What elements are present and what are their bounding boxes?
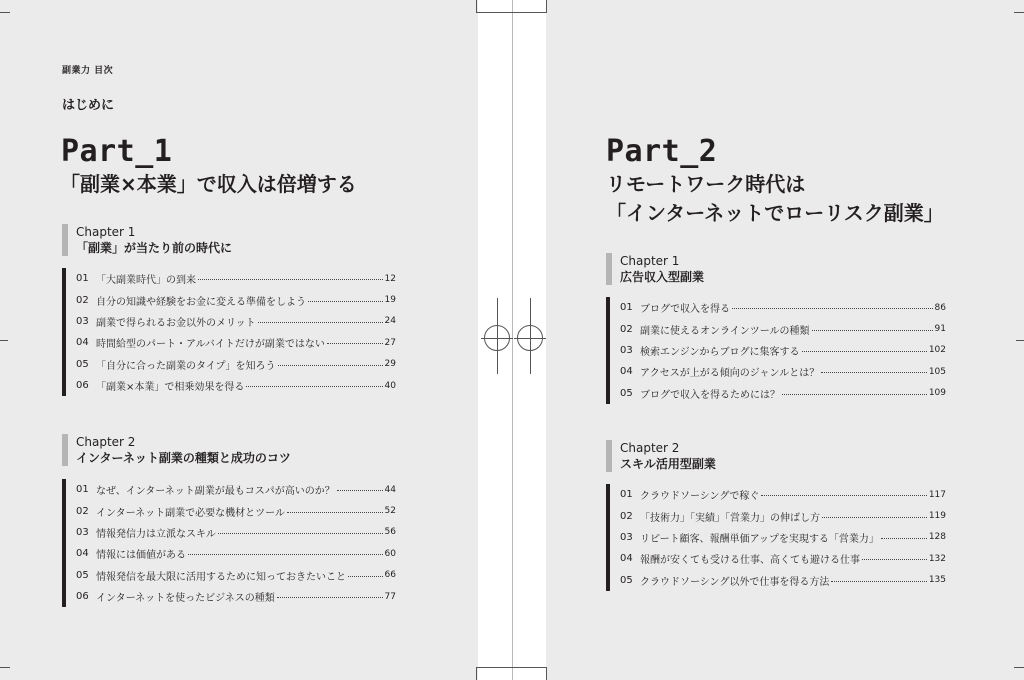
entry-number: 01 — [76, 484, 89, 496]
part-label: Part_1 — [61, 134, 173, 169]
entry-number: 04 — [76, 548, 89, 560]
entry-title: リピート顧客、報酬単価アップを実現する「営業力」 — [640, 533, 879, 545]
dot-leader — [337, 490, 383, 491]
dot-leader — [732, 308, 933, 309]
chapter-heading — [62, 434, 406, 466]
part-title-line: リモートワーク時代は — [606, 172, 806, 196]
toc-entry[interactable] — [620, 548, 946, 569]
dot-leader — [812, 330, 933, 331]
chapter-number: Chapter 1 — [76, 225, 136, 239]
dot-leader — [782, 394, 927, 395]
entry-number: 02 — [620, 510, 633, 522]
toc-list — [62, 268, 396, 396]
entry-title: 報酬が安くても受ける仕事、高くても避ける仕事 — [640, 555, 860, 567]
crop-mark — [476, 0, 477, 12]
chapter-number: Chapter 2 — [76, 435, 136, 449]
toc-list — [606, 484, 946, 591]
page-number: 29 — [384, 359, 396, 370]
crop-mark — [476, 12, 514, 13]
toc-entry[interactable] — [76, 500, 396, 521]
toc-entry[interactable] — [76, 311, 396, 332]
entry-title: なぜ、インターネット副業が最もコスパが高いのか？ — [96, 486, 335, 498]
entry-number: 04 — [620, 553, 633, 565]
chapter-title: 「副業」が当たり前の時代に — [76, 241, 233, 255]
entry-number: 05 — [76, 358, 89, 370]
entry-number: 01 — [620, 489, 633, 501]
dot-leader — [327, 343, 383, 344]
entry-number: 03 — [620, 531, 633, 543]
page-number: 105 — [928, 366, 946, 377]
chapter-title: インターネット副業の種類と成功のコツ — [76, 451, 291, 465]
page-number: 40 — [384, 380, 396, 391]
entry-title: アクセスが上がる傾向のジャンルとは？ — [640, 368, 820, 380]
entry-title: インターネットを使ったビジネスの種類 — [96, 593, 275, 605]
toc-entry[interactable] — [620, 484, 946, 505]
toc-list — [606, 297, 946, 404]
toc-list — [62, 479, 396, 607]
page-number: 44 — [384, 484, 396, 495]
dot-leader — [862, 559, 927, 560]
toc-entry[interactable] — [620, 340, 946, 361]
crop-mark — [514, 12, 547, 13]
dot-leader — [821, 372, 927, 373]
toc-entry[interactable] — [620, 297, 946, 318]
entry-number: 03 — [76, 526, 89, 538]
entry-title: 「自分に合った副業のタイプ」を知ろう — [96, 360, 276, 372]
toc-entry[interactable] — [620, 505, 946, 526]
crop-mark — [476, 668, 477, 680]
page-number: 77 — [384, 591, 396, 602]
dot-leader — [258, 322, 383, 323]
page-number: 52 — [384, 506, 396, 517]
page-number: 86 — [934, 302, 946, 313]
dot-leader — [188, 554, 383, 555]
page-number: 117 — [928, 489, 946, 500]
dot-leader — [277, 597, 383, 598]
entry-title: ブログで収入を得るためには？ — [640, 389, 780, 401]
crop-mark — [546, 0, 547, 12]
crop-mark — [1014, 12, 1024, 13]
toc-entry[interactable] — [620, 570, 946, 591]
chapter-heading — [606, 440, 950, 472]
toc-entry[interactable] — [76, 586, 396, 607]
toc-entry[interactable] — [620, 383, 946, 404]
page-number: 19 — [384, 295, 396, 306]
dot-leader — [802, 351, 927, 352]
toc-entry[interactable] — [76, 522, 396, 543]
entry-number: 03 — [620, 344, 633, 356]
running-header: 副業力 目次 — [62, 66, 114, 76]
crop-mark — [1014, 667, 1024, 668]
dot-leader — [831, 581, 926, 582]
page-number: 56 — [384, 527, 396, 538]
page-number: 27 — [384, 337, 396, 348]
toc-entry[interactable] — [76, 289, 396, 310]
crop-mark — [0, 12, 10, 13]
page-number: 102 — [928, 345, 946, 356]
page-number: 12 — [384, 273, 396, 284]
chapter-heading — [62, 224, 406, 256]
toc-entry[interactable] — [620, 527, 946, 548]
crop-mark — [1016, 340, 1024, 341]
dot-leader — [287, 512, 383, 513]
crop-mark — [476, 667, 514, 668]
crop-mark — [546, 668, 547, 680]
entry-number: 01 — [76, 273, 89, 285]
entry-title: 副業で得られるお金以外のメリット — [96, 317, 256, 329]
page-number: 119 — [928, 511, 946, 522]
entry-title: 情報には価値がある — [96, 550, 186, 562]
toc-entry[interactable] — [620, 361, 946, 382]
page-number: 60 — [384, 548, 396, 559]
toc-entry[interactable] — [620, 318, 946, 339]
entry-title: 「副業×本業」で相乗効果を得る — [96, 382, 245, 394]
part-title-line: 「インターネットでローリスク副業」 — [606, 201, 944, 225]
entry-number: 03 — [76, 315, 89, 327]
chapter-title: 広告収入型副業 — [620, 270, 705, 284]
entry-title: 時間給型のパート・アルバイトだけが副業ではない — [96, 339, 325, 351]
toc-entry[interactable] — [76, 565, 396, 586]
entry-number: 02 — [76, 505, 89, 517]
part-title-line: 「副業×本業」で収入は倍増する — [60, 172, 357, 196]
dot-leader — [881, 538, 927, 539]
registration-mark — [484, 325, 510, 351]
dot-leader — [308, 301, 383, 302]
entry-title: 「技術力」「実績」「営業力」の伸ばし方 — [640, 512, 820, 524]
part-label: Part_2 — [606, 134, 718, 169]
toc-entry[interactable] — [76, 543, 396, 564]
entry-title: クラウドソーシングで稼ぐ — [640, 491, 760, 503]
chapter-title: スキル活用型副業 — [620, 457, 716, 471]
entry-title: 検索エンジンからブログに集客する — [640, 346, 800, 358]
entry-title: 情報発信力は立派なスキル — [96, 528, 216, 540]
entry-title: インターネット副業で必要な機材とツール — [96, 507, 285, 519]
part-title — [606, 170, 944, 228]
part-title — [60, 170, 357, 199]
toc-entry[interactable] — [76, 479, 396, 500]
page-number: 109 — [928, 388, 946, 399]
page-number: 24 — [384, 316, 396, 327]
entry-title: 「大副業時代」の到来 — [96, 275, 196, 287]
registration-mark — [517, 325, 543, 351]
entry-title: 副業に使えるオンラインツールの種類 — [640, 325, 810, 337]
crop-mark — [0, 340, 8, 341]
entry-number: 04 — [620, 366, 633, 378]
chapter-number: Chapter 2 — [620, 441, 680, 455]
crop-mark — [0, 667, 10, 668]
entry-title: クラウドソーシング以外で仕事を得る方法 — [640, 576, 830, 588]
dot-leader — [278, 365, 383, 366]
entry-number: 04 — [76, 337, 89, 349]
entry-number: 05 — [76, 569, 89, 581]
center-trim-line — [512, 0, 513, 680]
dot-leader — [246, 386, 382, 387]
entry-number: 02 — [76, 294, 89, 306]
entry-title: ブログで収入を得る — [640, 304, 730, 316]
intro-heading: はじめに — [62, 98, 115, 113]
entry-title: 情報発信を最大限に活用するために知っておきたいこと — [96, 571, 346, 583]
entry-number: 02 — [620, 323, 633, 335]
toc-entry[interactable] — [76, 332, 396, 353]
toc-entry[interactable] — [76, 354, 396, 375]
page-number: 91 — [934, 324, 946, 335]
page-number: 135 — [928, 575, 946, 586]
dot-leader — [198, 279, 383, 280]
entry-number: 01 — [620, 302, 633, 314]
page-number: 132 — [928, 553, 946, 564]
page-number: 128 — [928, 532, 946, 543]
entry-number: 05 — [620, 574, 633, 586]
chapter-heading — [606, 253, 950, 285]
toc-entry[interactable] — [76, 268, 396, 289]
crop-mark — [514, 667, 547, 668]
toc-entry[interactable] — [76, 375, 396, 396]
entry-number: 06 — [76, 380, 89, 392]
entry-number: 05 — [620, 387, 633, 399]
entry-title: 自分の知識や経験をお金に変える準備をしよう — [96, 296, 306, 308]
page-number: 66 — [384, 570, 396, 581]
dot-leader — [822, 517, 927, 518]
dot-leader — [348, 576, 383, 577]
dot-leader — [218, 533, 383, 534]
dot-leader — [761, 495, 926, 496]
entry-number: 06 — [76, 591, 89, 603]
chapter-number: Chapter 1 — [620, 254, 680, 268]
